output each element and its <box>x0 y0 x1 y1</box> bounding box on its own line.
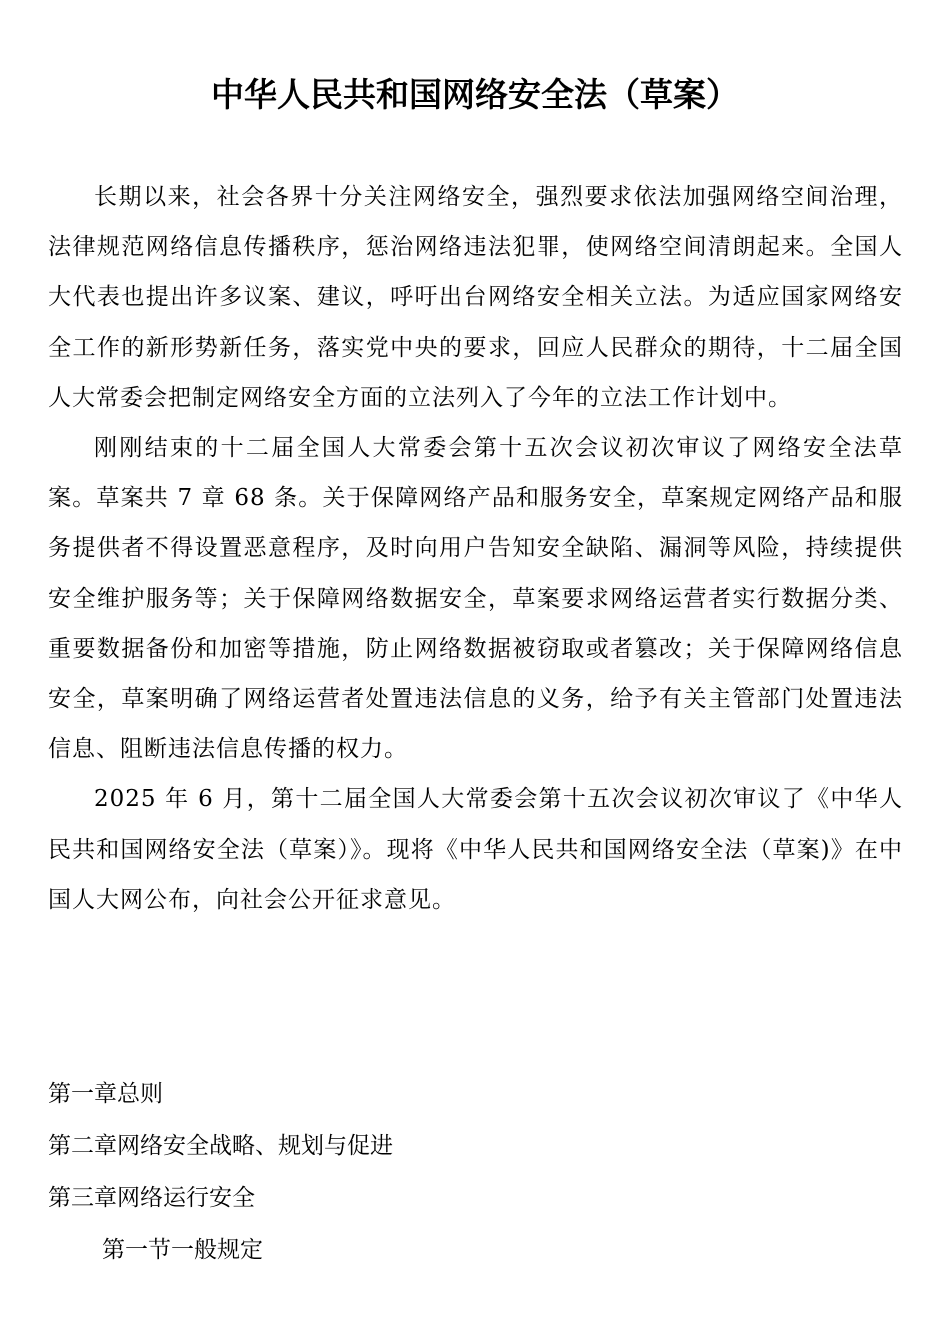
paragraph-public-comment: 2025 年 6 月，第十二届全国人大常委会第十五次会议初次审议了《中华人民共和国网络安全法（草案）》。现将《中华人民共和国网络安全法（草案)》在中国人大网公布，向社会公开征求意见。 <box>48 786 903 913</box>
paragraph-intro: 长期以来，社会各界十分关注网络安全，强烈要求依法加强网络空间治理，法律规范网络信息传播秩序，惩治网络违法犯罪，使网络空间清朗起来。全国人大代表也提出许多议案、建议，呼吁出台网络安全相关立法。为适应国家网络安全工作的新形势新任务，落实党中央的要求，回应人民群众的期待，十二届全国人大常委会把制定网络安全方面的立法列入了今年的立法工作计划中。 <box>48 184 903 411</box>
toc-chapter-3: 第三章网络运行安全 <box>48 1185 255 1211</box>
toc-section-1: 第一节一般规定 <box>102 1237 263 1263</box>
toc-chapter-1: 第一章总则 <box>48 1081 163 1107</box>
table-of-contents <box>48 1068 903 1276</box>
document-body <box>48 172 903 925</box>
document-title: 中华人民共和国网络安全法（草案） <box>211 75 739 114</box>
toc-chapter-2: 第二章网络安全战略、规划与促进 <box>48 1133 393 1159</box>
paragraph-draft-summary: 刚刚结束的十二届全国人大常委会第十五次会议初次审议了网络安全法草案。草案共 7 章 68 条。关于保障网络产品和服务安全，草案规定网络产品和服务提供者不得设置恶意程序，及时向用户告知安全缺陷、漏洞等风险，持续提供安全维护服务等；关于保障网络数据安全，草案要求网络运营者实行数据分类、重要数据备份和加密等措施，防止网络数据被窃取或者篡改；关于保障网络信息安全，草案明确了网络运营者处置违法信息的义务，给予有关主管部门处置违法信息、阻断违法信息传播的权力。 <box>48 435 903 763</box>
